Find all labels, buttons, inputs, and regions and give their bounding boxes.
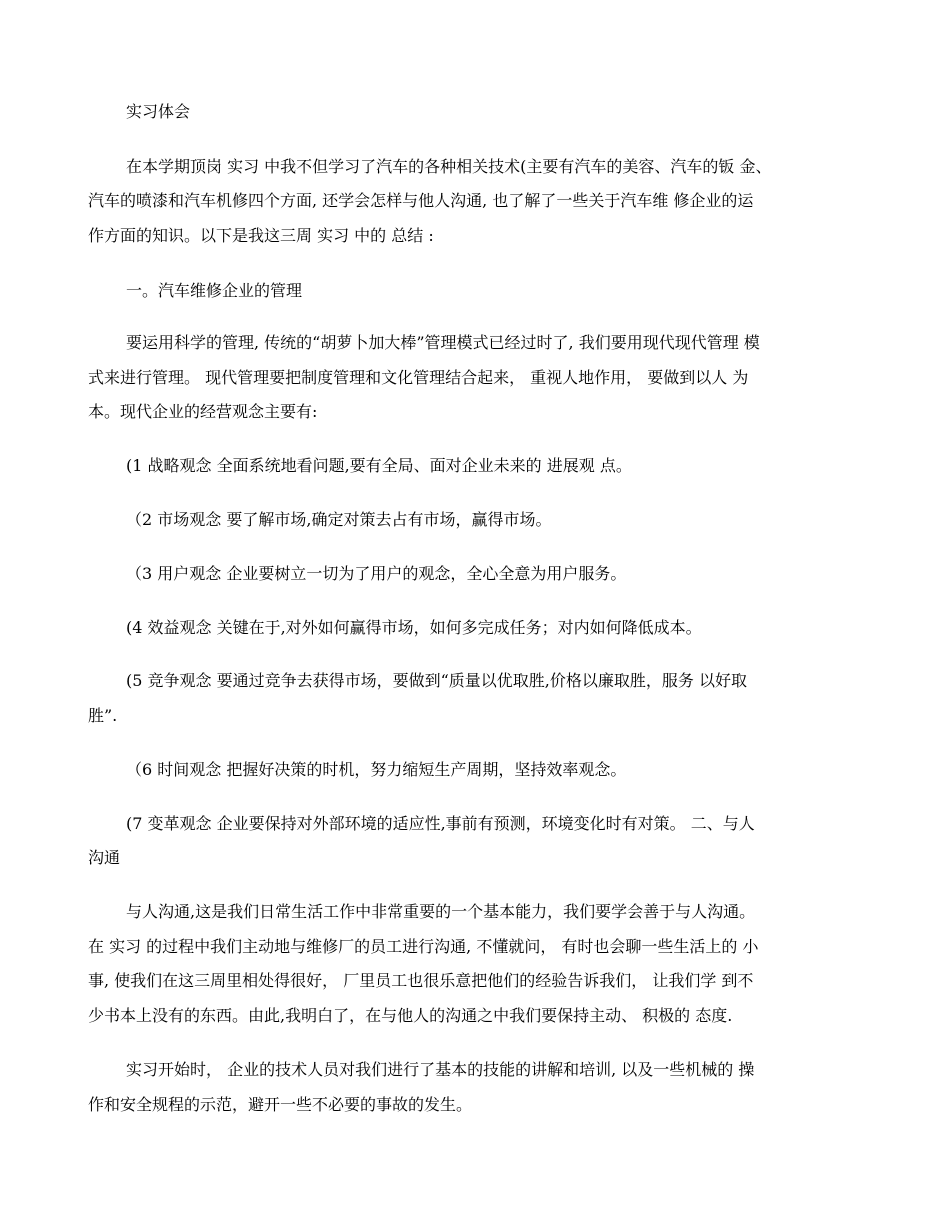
list-item: （6 时间观念 把握好决策的时机，努力缩短生产周期，坚持效率观念。 [126,760,627,779]
document-heading: 实习体会 [126,102,191,121]
paragraph-line: 在本学期顶岗 实习 中我不但学习了汽车的各种相关技术(主要有汽车的美容、汽车的钣 金、 [126,157,772,176]
paragraph-line: 在 实习 的过程中我们主动地与维修厂的员工进行沟通, 不懂就问， 有时也会聊一些生活上的 小 [88,937,759,956]
list-item: （2 市场观念 要了解市场,确定对策去占有市场，赢得市场。 [126,510,552,529]
paragraph-line: 少书本上没有的东西。由此,我明白了，在与他人的沟通之中我们要保持主动、 积极的 态度. [88,1006,733,1025]
paragraph-line: 汽车的喷漆和汽车机修四个方面, 还学会怎样与他人沟通, 也了解了一些关于汽车维 修企业的运 [88,191,754,210]
list-item: (7 变革观念 企业要保持对外部环境的适应性,事前有预测，环境变化时有对策。 二、与人 [126,814,755,833]
section-heading: 一。汽车维修企业的管理 [126,281,303,300]
list-item: (5 竞争观念 要通过竞争去获得市场，要做到“质量以优取胜,价格以廉取胜，服务 以好取 [126,671,747,690]
list-item: （3 用户观念 企业要树立一切为了用户的观念，全心全意为用户服务。 [126,564,627,583]
list-item: (1 战略观念 全面系统地看问题,要有全局、面对企业未来的 进展观 点。 [126,456,632,475]
list-item: (4 效益观念 关键在于,对外如何赢得市场，如何多完成任务；对内如何降低成本。 [126,618,702,637]
paragraph-line: 要运用科学的管理, 传统的“胡萝卜加大棒”管理模式已经过时了, 我们要用现代现代管理 模 [126,333,760,352]
list-item-continuation: 沟通 [88,848,121,867]
list-item-continuation: 胜”. [88,706,118,725]
paragraph-line: 作方面的知识。以下是我这三周 实习 中的 总结 : [88,226,434,245]
paragraph-line: 本。现代企业的经营观念主要有: [88,402,318,421]
paragraph-line: 事, 使我们在这三周里相处得很好， 厂里员工也很乐意把他们的经验告诉我们， 让我们学 到不 [88,971,754,990]
paragraph-line: 作和安全规程的示范，避开一些不必要的事故的发生。 [88,1095,473,1114]
paragraph-line: 实习开始时， 企业的技术人员对我们进行了基本的技能的讲解和培训, 以及一些机械的 操 [126,1060,755,1079]
paragraph-line: 与人沟通,这是我们日常生活工作中非常重要的一个基本能力，我们要学会善于与人沟通。 [126,902,756,921]
paragraph-line: 式来进行管理。 现代管理要把制度管理和文化管理结合起来， 重视人地作用， 要做到以人 为 [88,368,749,387]
